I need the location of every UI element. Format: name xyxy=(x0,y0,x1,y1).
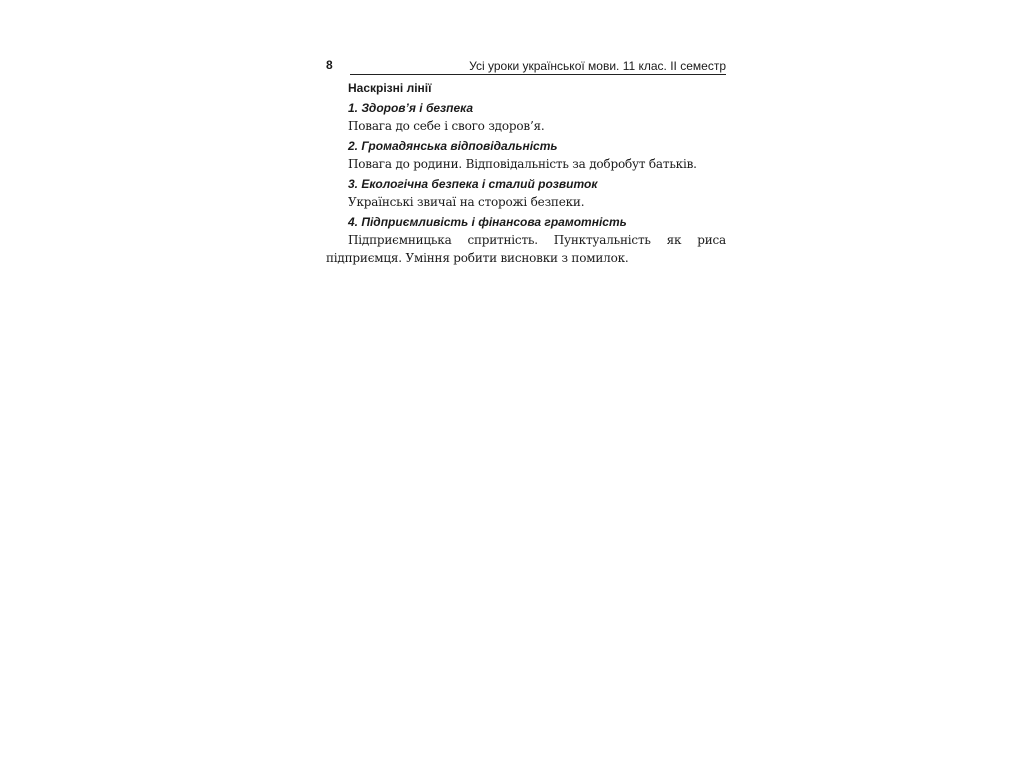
line-text: Українські звичаї на сторожі безпеки. xyxy=(348,195,585,209)
line-title: 2. Громадянська відповідальність xyxy=(348,139,558,153)
page-number: 8 xyxy=(326,58,333,72)
page-content xyxy=(326,79,726,269)
line-text: Повага до родини. Відповідальність за добробут батьків. xyxy=(348,157,697,171)
cross-cutting-line-1 xyxy=(326,99,726,135)
running-header-title: Усі уроки української мови. 11 клас. ІІ семестр xyxy=(469,59,726,73)
section-heading: Наскрізні лінії xyxy=(348,81,432,95)
cross-cutting-line-4 xyxy=(326,213,726,267)
line-text: Повага до себе і свого здоров’я. xyxy=(348,119,545,133)
cross-cutting-line-3 xyxy=(326,175,726,211)
cross-cutting-line-2 xyxy=(326,137,726,173)
line-text: Підприємницька спритність. Пунктуальність як риса підприємця. Уміння робити висновки з помилок. xyxy=(326,233,726,265)
line-title: 3. Екологічна безпека і сталий розвиток xyxy=(348,177,598,191)
line-title: 1. Здоров’я і безпека xyxy=(348,101,474,115)
line-title: 4. Підприємливість і фінансова грамотність xyxy=(348,215,627,229)
header-rule xyxy=(350,74,726,75)
